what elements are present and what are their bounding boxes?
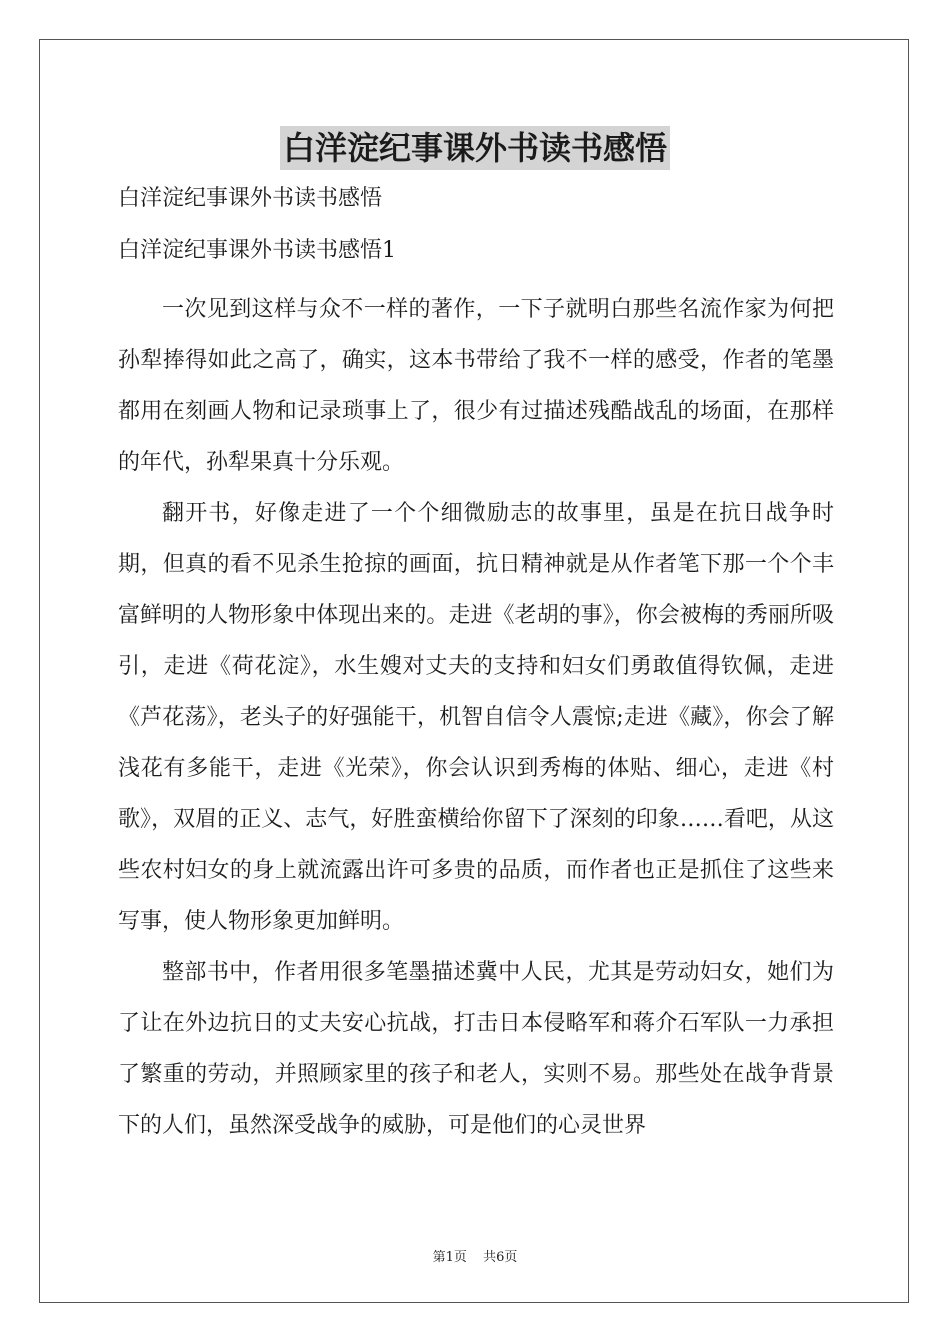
title-wrap [0,126,950,170]
subtitle-line-2: 白洋淀纪事课外书读书感悟1 [118,238,396,263]
paragraph-3: 整部书中，作者用很多笔墨描述冀中人民，尤其是劳动妇女，她们为了让在外边抗日的丈夫安心抗战，打击日本侵略军和蒋介石军队一力承担了繁重的劳动，并照顾家里的孩子和老人，实则不易。那些处在战争背景下的人们，虽然深受战争的威胁，可是他们的心灵世界 [118,960,834,1138]
subtitle-line-1: 白洋淀纪事课外书读书感悟 [118,186,383,211]
paragraph-2: 翻开书，好像走进了一个个细微励志的故事里，虽是在抗日战争时期，但真的看不见杀生抢掠的画面，抗日精神就是从作者笔下那一个个丰富鲜明的人物形象中体现出来的。走进《老胡的事》，你会被梅的秀丽所吸引，走进《荷花淀》，水生嫂对丈夫的支持和妇女们勇敢值得钦佩，走进《芦花荡》，老头子的好强能干，机智自信令人震惊;走进《藏》，你会了解浅花有多能干，走进《光荣》，你会认识到秀梅的体贴、细心，走进《村歌》，双眉的正义、志气，好胜蛮横给你留下了深刻的印象……看吧，从这些农村妇女的身上就流露出许可多贵的品质，而作者也正是抓住了这些来写事，使人物形象更加鲜明。 [118,501,834,934]
document-title: 白洋淀纪事课外书读书感悟 [280,126,670,170]
page-number-total: 共6页 [483,1250,518,1265]
page-footer [0,1246,950,1265]
page-number-current: 第1页 [432,1250,467,1265]
document-body [118,180,834,1151]
paragraph-1: 一次见到这样与众不一样的著作，一下子就明白那些名流作家为何把孙犁捧得如此之高了，确实，这本书带给了我不一样的感受，作者的笔墨都用在刻画人物和记录琐事上了，很少有过描述残酷战乱的场面，在那样的年代，孙犁果真十分乐观。 [118,297,834,475]
